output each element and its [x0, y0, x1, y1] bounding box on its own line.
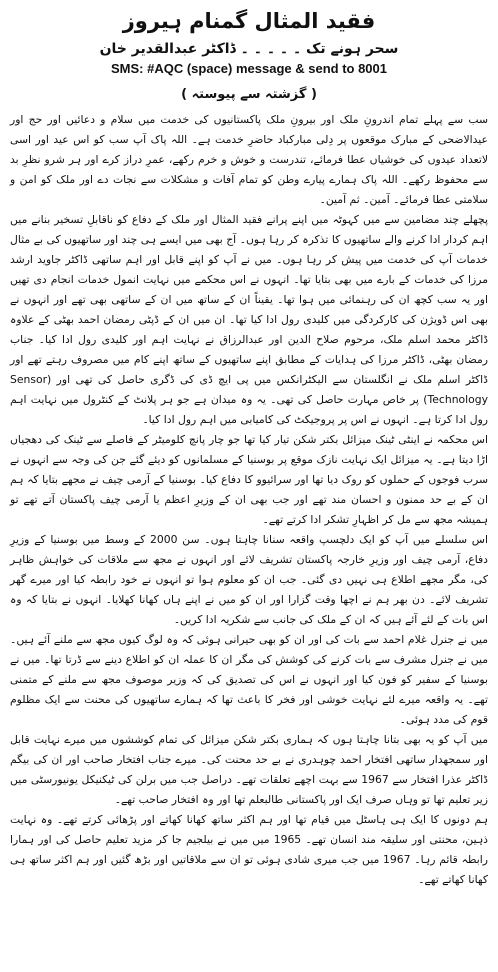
- body-paragraph: میں نے جنرل غلام احمد سے بات کی اور ان کو بھی حیرانی ہوئی کہ وہ لوگ کیوں مجھ سے ملنے آئے ہیں۔ میں نے جنرل مشرف سے بات کرنے کی کوشش کی مگر ان کا عملہ ان کو اطلاع دینے سے ڈرتا تھا۔ میں نے بوسنیا کے سفیر کو فون کیا اور انہوں نے اس کی تصدیق کی کہ وزیر موصوف مجھ سے ملنے کے متمنی تھے۔ یہ واقعہ میرے لئے نہایت خوشی اور فخر کا باعث تھا کہ ہمارے ساتھیوں کی محنت سے ایک مظلوم قوم کی مدد ہوئی۔: [10, 633, 488, 726]
- article-headline: فقید المثال گمنام ہیروز: [122, 9, 376, 33]
- continued-marker: ( گزشتہ سے پیوستہ ): [181, 87, 317, 102]
- body-paragraph: اس سلسلے میں آپ کو ایک دلچسپ واقعہ سنانا چاہتا ہوں۔ سن 2000 کے وسط میں بوسنیا کے وزیرِ دفاع، آرمی چیف اور وزیرِ خارجہ پاکستان تشریف لائے اور انہوں نے مجھ سے ملاقات کی خواہش ظاہر کی، مگر مجھے اطلاع ہی نہیں دی گئی۔ جب ان کو معلوم ہوا تو انہوں نے خود رابطہ کیا اور میرے گھر تشریف لائے۔ دن بھر ہم نے اچھا وقت گزارا اور ان کو میں نے اپنے ہاں کھانا کھلایا۔ انہوں نے بتایا کہ وہ اس بات کے لئے آئے ہیں کہ ان کے ملک کی جانب سے شکریہ ادا کریں۔: [10, 533, 488, 626]
- sms-instruction: SMS: #AQC (space) message & send to 8001: [111, 61, 387, 76]
- body-paragraph: سب سے پہلے تمام اندرونِ ملک اور بیرونِ ملک پاکستانیوں کی خدمت میں سلام و دعائیں اور حج اور عیدالاضحی کے مبارک موقعوں پر دِلی مبارکباد حاضرِ خدمت ہے۔ اللہ پاک آپ سب کو اس عید اور اسی لاتعداد عیدوں کی خوشیاں عطا فرمائے، تندرست و خوش و خرم رکھے، عمرِ دراز کرے اور ہر شرو نظرِ بد سے محفوظ رکھے۔ اللہ پاک ہمارے پیارے وطن کو تمام آفات و مشکلات سے نجات دے اور ملک کو امن و سلامتی عطا فرمائے۔ آمین۔ ثم آمین۔: [10, 113, 488, 206]
- body-paragraph: اس محکمہ نے اینٹی ٹینک میزائل بکتر شکن تیار کیا تھا جو چار پانچ کلومیٹر کے فاصلے سے ٹینک کی دھجیاں اڑا دیتا ہے۔ یہ میزائل ایک نہایت نازک موقع پر بوسنیا کے مسلمانوں کو دیئے گئے جن کی وجہ سے انہوں نے سرب فوجوں کے حملوں کو روک دیا تھا اور سرائیوو کا دفاع کیا۔ بوسنیا کے آرمی چیف نے مجھے بتایا کہ ہم ان کے بے حد ممنون و احسان مند تھے اور جب بھی ان کے وزیرِ اعظم یا آرمی چیف پاکستان آتے تھے تو ہمیشہ مجھ سے مل کر اظہارِ تشکر ادا کرتے تھے۔: [10, 433, 488, 526]
- article-byline: سحر ہونے تک ۔ ۔ ۔ ۔ ۔ ڈاکٹر عبدالقدیر خان: [99, 41, 399, 57]
- article-body: [10, 110, 488, 890]
- body-paragraph: میں آپ کو یہ بھی بتانا چاہتا ہوں کہ ہماری بکتر شکن میزائل کی تمام کوششوں میں میرے نہایت قابل اور سمجھدار ساتھی افتخار احمد چوہدری نے بے حد محنت کی۔ میرے جناب افتخار صاحب اور ان کی بیگم ڈاکٹر عذرا افتخار سے 1967 سے بہت اچھے تعلقات تھے۔ دراصل جب میں برلن کی ٹیکنیکل یونیورسٹی میں زیر تعلیم تھا تو وہاں صرف ایک اور پاکستانی طالبعلم تھا اور وہ افتخار صاحب تھے۔: [10, 733, 488, 806]
- body-paragraph: ہم دونوں کا ایک ہی ہاسٹل میں قیام تھا اور ہم اکثر ساتھ کھانا کھاتے اور پڑھائی کرتے تھے۔ وہ نہایت ذہین، محنتی اور سلیقہ مند انسان تھے۔ 1965 میں میں نے بیلجیم جا کر مزید تعلیم حاصل کی اور ہمارا رابطہ قائم رہا۔ 1967 میں جب میری شادی ہوئی تو ان سے ملاقاتیں اور بڑھ گئیں اور ہم اکثر ساتھ ہی کھانا کھاتے تھے۔: [10, 813, 488, 886]
- body-paragraph: پچھلے چند مضامین سے میں کہوٹہ میں اپنے پرانے فقید المثال اور ملک کے دفاع کو ناقابلِ تسخیر بنانے میں اہم کردار ادا کرنے والے ساتھیوں کا تذکرہ کر رہا ہوں۔ آج بھی میں ایسے ہی چند اور ساتھیوں کی بے مثال خدمات آپ کی خدمت میں پیش کر رہا ہوں۔ میں نے آپ کو اپنے قابل اور اہم ساتھی ڈاکٹر جاوید ارشد مرزا کی خدمات کے بارے میں بھی بتایا تھا۔ انہوں نے اس محکمے میں نہایت انمول خدمات انجام دی تھیں اور یہ سب کچھ ان کی رہنمائی میں ہوا تھا۔ یقیناً ان کے ساتھ میں ان کے ساتھی بھی تھے اور انہوں نے بھی اس ڈویژن کی کارکردگی میں کلیدی رول ادا کیا تھا۔ ان میں ان کے ڈپٹی رمضان احمد بھٹی کے علاوہ ڈاکٹر محمد اسلم ملک، مرحوم صلاح الدین اور عبدالرزاق نے نہایت اہم اور کلیدی رول ادا کیا۔ جناب رمضان بھٹی، ڈاکٹر مرزا کی ہدایات کے مطابق اپنے ساتھیوں کے ساتھ اپنے کام میں مصروف رہتے تھے اور ڈاکٹر اسلم ملک نے انگلستان سے الیکٹرانکس میں پی ایچ ڈی کی ڈگری حاصل کی تھی اور (Sensor Technology) پر خاص مہارت حاصل کی تھی۔ یہ وہ میدان ہے جو ہر پلانٹ کے کنٹرول میں نہایت اہم رول ادا کرتا ہے۔ انہوں نے اس پر پروجیکٹ کی کامیابی میں اہم رول ادا کیا۔: [10, 213, 488, 426]
